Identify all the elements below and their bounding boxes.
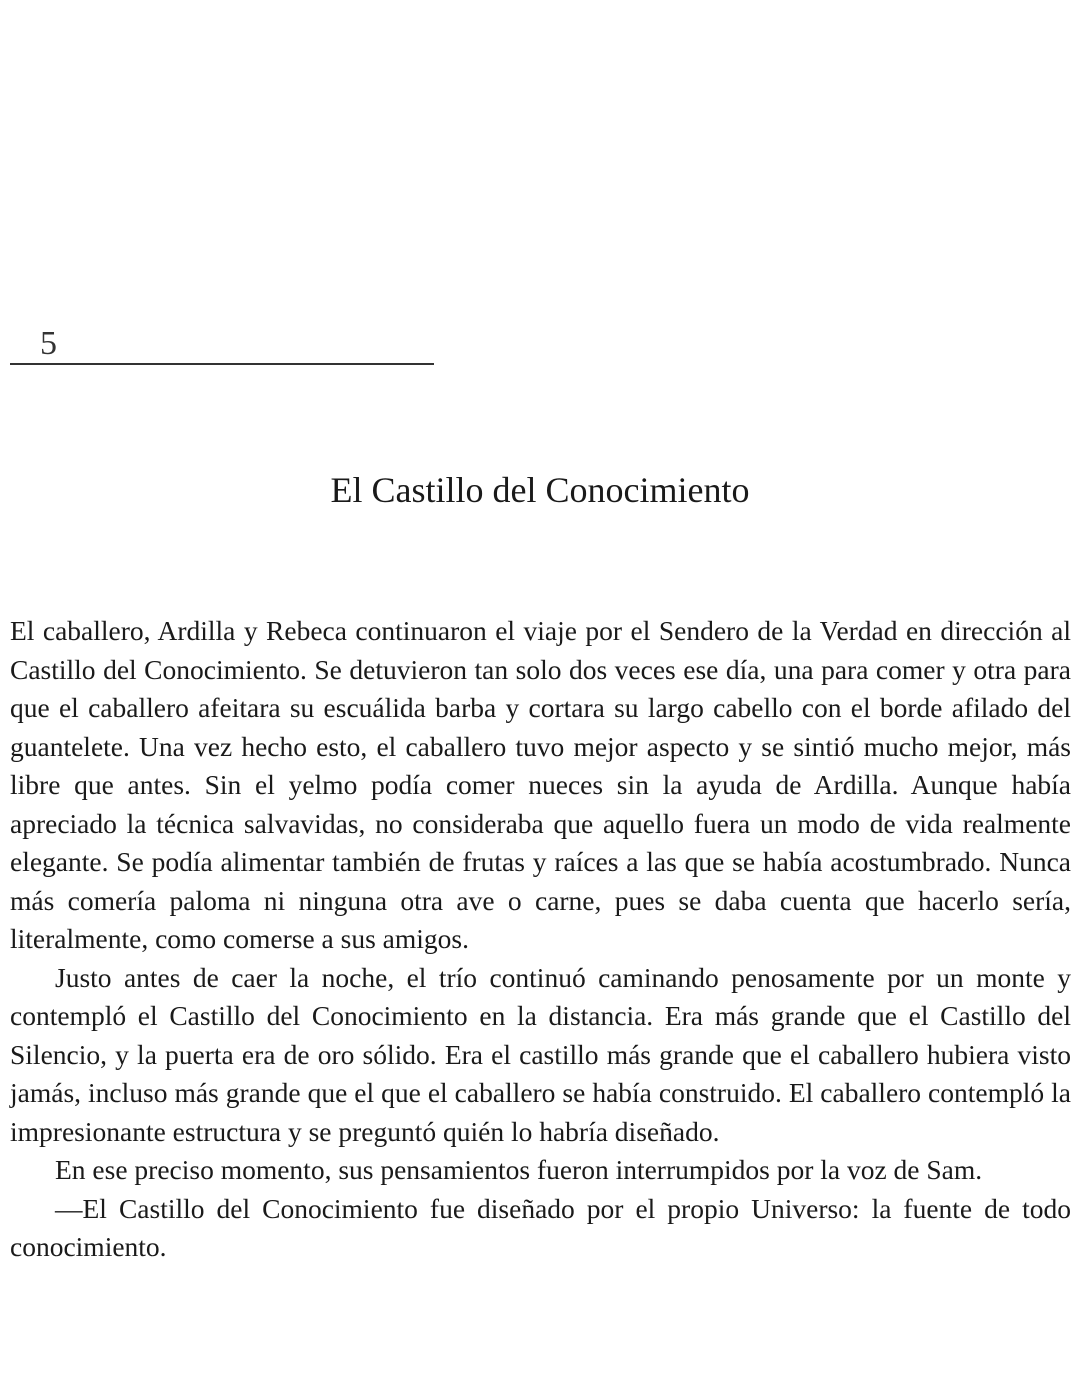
paragraph: Justo antes de caer la noche, el trío continuó caminando penosamente por un monte y contempló el Castillo del Conocimiento en la distancia. Era más grande que el Castillo del Silencio, y la puerta era de oro sólido. Era el castillo más grande que el caballero hubiera visto jamás, incluso más grande que el que el caballero se había construido. El caballero contempló la impresionante estructura y se preguntó quién lo habría diseñado. (10, 961, 1071, 1147)
chapter-title-text: El Castillo del Conocimiento (330, 470, 750, 510)
paragraph: El caballero, Ardilla y Rebeca continuaron el viaje por el Sendero de la Verdad en dirección al Castillo del Conocimiento. Se detuvieron tan solo dos veces ese día, una para comer y otra para que el caballero afeitara su escuálida barba y cortara su largo cabello con el borde afilado del guantelete. Una vez hecho esto, el caballero tuvo mejor aspecto y se sintió mucho mejor, más libre que antes. Sin el yelmo podía comer nueces sin la ayuda de Ardilla. Aunque había apreciado la técnica salvavidas, no consideraba que aquello fuera un modo de vida realmente elegante. Se podía alimentar también de frutas y raíces a las que se había acostumbrado. Nunca más comería paloma ni ninguna otra ave o carne, pues se daba cuenta que hacerlo sería, literalmente, como comerse a sus amigos. (10, 615, 1071, 954)
chapter-title (0, 466, 1080, 514)
chapter-number: 5 (40, 325, 57, 362)
chapter-divider (10, 363, 434, 365)
paragraph: En ese preciso momento, sus pensamientos fueron interrumpidos por la voz de Sam. (55, 1154, 983, 1185)
chapter-body (10, 612, 1071, 1267)
paragraph: —El Castillo del Conocimiento fue diseñado por el propio Universo: la fuente de todo conocimiento. (10, 1192, 1071, 1262)
